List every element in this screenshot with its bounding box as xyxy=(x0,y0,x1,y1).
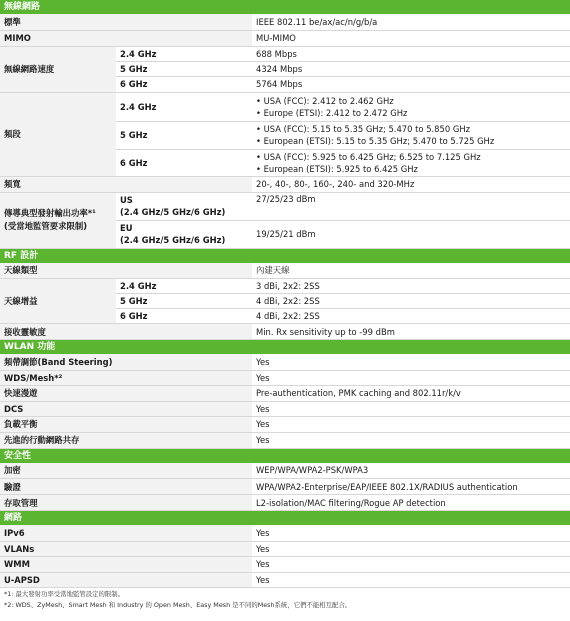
spec-sub-value xyxy=(252,46,570,61)
spec-sub-label xyxy=(116,192,252,220)
spec-value-line: • Europe (ETSI): 2.412 to 2.472 GHz xyxy=(256,107,408,118)
spec-sub-label-text: 2.4 GHz xyxy=(120,101,157,112)
spec-sub-label-text: 6 GHz xyxy=(120,79,148,89)
spec-label: VLANs xyxy=(0,541,252,556)
spec-row xyxy=(0,176,570,192)
spec-value: L2-isolation/MAC filtering/Rogue AP detection xyxy=(252,495,570,511)
spec-sub-label-text: 2.4 GHz xyxy=(120,281,157,291)
spec-sub-value xyxy=(252,279,570,294)
spec-group-label-line: (受當地監管要求限制) xyxy=(4,221,88,231)
spec-label: 接收靈敏度 xyxy=(0,324,252,340)
spec-value-line: 27/25/23 dBm xyxy=(256,193,316,204)
spec-label: 先進的行動網路共存 xyxy=(0,432,252,448)
spec-row xyxy=(0,525,570,541)
spec-sub-label-band: (2.4 GHz/5 GHz/6 GHz) xyxy=(120,235,226,245)
spec-value: MU-MIMO xyxy=(252,30,570,46)
footnote-2: *2: WDS、ZyMesh、Smart Mesh 和 Industry 的 Open Mesh、Easy Mesh 是不同的Mesh系統，它們不能相互配合。 xyxy=(4,600,352,609)
spec-value: Pre-authentication, PMK caching and 802.11r/k/v xyxy=(252,385,570,401)
spec-value-line: 4324 Mbps xyxy=(256,63,303,74)
spec-sub-label xyxy=(116,92,252,121)
spec-label: 驗證 xyxy=(0,479,252,495)
spec-sub-value xyxy=(252,294,570,309)
spec-label: 頻帶調節(Band Steering) xyxy=(0,354,252,370)
section-header: WLAN 功能 xyxy=(0,340,570,354)
spec-row xyxy=(0,92,570,121)
spec-row xyxy=(0,556,570,572)
spec-value: WPA/WPA2-Enterprise/EAP/IEEE 802.1X/RADIUS authentication xyxy=(252,479,570,495)
spec-sub-value xyxy=(252,192,570,220)
spec-value-line: 4 dBi, 2x2: 2SS xyxy=(256,296,320,306)
footnotes xyxy=(0,588,570,610)
spec-sub-label-band: (2.4 GHz/5 GHz/6 GHz) xyxy=(120,207,226,217)
spec-value-line: 3 dBi, 2x2: 2SS xyxy=(256,281,320,291)
spec-sub-value xyxy=(252,76,570,92)
spec-row xyxy=(0,401,570,416)
spec-sub-label xyxy=(116,61,252,76)
section-header: 網路 xyxy=(0,511,570,525)
spec-value: Yes xyxy=(252,354,570,370)
spec-row xyxy=(0,263,570,279)
spec-sub-label xyxy=(116,76,252,92)
spec-label: 存取管理 xyxy=(0,495,252,511)
spec-label: 頻寬 xyxy=(0,176,252,192)
spec-value: Yes xyxy=(252,572,570,587)
spec-value-line: • European (ETSI): 5.15 to 5.35 GHz; 5.470 to 5.725 GHz xyxy=(256,136,495,146)
spec-sub-label-text: 5 GHz xyxy=(120,130,148,140)
section-header: 安全性 xyxy=(0,449,570,463)
spec-label: 天線類型 xyxy=(0,263,252,279)
spec-row xyxy=(0,14,570,30)
spec-value: Yes xyxy=(252,525,570,541)
spec-row xyxy=(0,279,570,294)
spec-row xyxy=(0,495,570,511)
spec-sub-label-text: 5 GHz xyxy=(120,296,148,306)
spec-value-line: • USA (FCC): 5.15 to 5.35 GHz; 5.470 to 5.850 GHz xyxy=(256,124,471,134)
spec-sub-label-text: US xyxy=(120,195,133,205)
spec-row xyxy=(0,30,570,46)
spec-sub-value xyxy=(252,309,570,324)
spec-row xyxy=(0,416,570,432)
spec-sub-label-text: 5 GHz xyxy=(120,63,148,74)
spec-label: DCS xyxy=(0,401,252,416)
spec-sub-label-text: 2.4 GHz xyxy=(120,48,157,59)
spec-sub-label xyxy=(116,279,252,294)
spec-sub-label xyxy=(116,121,252,149)
spec-sub-value xyxy=(252,220,570,248)
spec-sub-value xyxy=(252,149,570,176)
spec-value: Yes xyxy=(252,370,570,385)
spec-value-line: • European (ETSI): 5.925 to 6.425 GHz xyxy=(256,163,418,174)
spec-sub-label xyxy=(116,149,252,176)
spec-table xyxy=(0,14,570,249)
spec-sub-value xyxy=(252,121,570,149)
spec-value-line: 5764 Mbps xyxy=(256,79,303,89)
spec-row xyxy=(0,370,570,385)
spec-value: Yes xyxy=(252,432,570,448)
spec-sub-label-text: 6 GHz xyxy=(120,311,148,321)
spec-table xyxy=(0,525,570,588)
spec-label: IPv6 xyxy=(0,525,252,541)
spec-sub-label xyxy=(116,309,252,324)
spec-sub-label-text: 6 GHz xyxy=(120,157,148,168)
spec-row xyxy=(0,46,570,61)
spec-value: IEEE 802.11 be/ax/ac/n/g/b/a xyxy=(252,14,570,30)
spec-value: 20-, 40-, 80-, 160-, 240- and 320-MHz xyxy=(252,176,570,192)
spec-row xyxy=(0,572,570,587)
spec-value: Min. Rx sensitivity up to -99 dBm xyxy=(252,324,570,340)
spec-label: 快速漫遊 xyxy=(0,385,252,401)
spec-label: WMM xyxy=(0,556,252,572)
spec-sub-value xyxy=(252,61,570,76)
spec-row xyxy=(0,354,570,370)
spec-row xyxy=(0,479,570,495)
spec-label: 標準 xyxy=(0,14,252,30)
spec-label: WDS/Mesh*² xyxy=(0,370,252,385)
spec-value: WEP/WPA/WPA2-PSK/WPA3 xyxy=(252,463,570,479)
spec-sub-label xyxy=(116,46,252,61)
spec-sub-label xyxy=(116,294,252,309)
spec-sub-label-text: EU xyxy=(120,223,133,233)
spec-row xyxy=(0,541,570,556)
spec-group-label-line: 傳導典型發射輸出功率*¹ xyxy=(4,208,96,218)
footnote-1: *1: 最大發射功率受當地監管設定的限制。 xyxy=(4,589,125,598)
spec-label: MIMO xyxy=(0,30,252,46)
spec-table xyxy=(0,263,570,341)
spec-row xyxy=(0,463,570,479)
spec-group-label: 頻段 xyxy=(0,92,116,176)
spec-value-line: 19/25/21 dBm xyxy=(256,229,316,239)
section-header: 無線網路 xyxy=(0,0,570,14)
spec-value: Yes xyxy=(252,556,570,572)
spec-row xyxy=(0,432,570,448)
spec-group-label: 天線增益 xyxy=(0,279,116,324)
spec-table xyxy=(0,354,570,449)
spec-value-line: • USA (FCC): 5.925 to 6.425 GHz; 6.525 to 7.125 GHz xyxy=(256,151,481,162)
spec-label: 加密 xyxy=(0,463,252,479)
spec-sub-label xyxy=(116,220,252,248)
spec-group-label: 無線網路速度 xyxy=(0,46,116,92)
spec-row xyxy=(0,192,570,220)
spec-group-label xyxy=(0,192,116,248)
spec-row xyxy=(0,324,570,340)
spec-value: Yes xyxy=(252,401,570,416)
spec-value-line: 688 Mbps xyxy=(256,48,297,59)
spec-label: 負載平衡 xyxy=(0,416,252,432)
spec-value-line: • USA (FCC): 2.412 to 2.462 GHz xyxy=(256,95,394,106)
spec-value: 內建天線 xyxy=(252,263,570,279)
spec-row xyxy=(0,385,570,401)
spec-value: Yes xyxy=(252,416,570,432)
spec-table xyxy=(0,463,570,512)
spec-sub-value xyxy=(252,92,570,121)
spec-value: Yes xyxy=(252,541,570,556)
spec-value-line: 4 dBi, 2x2: 2SS xyxy=(256,311,320,321)
spec-label: U-APSD xyxy=(0,572,252,587)
section-header: RF 設計 xyxy=(0,249,570,263)
